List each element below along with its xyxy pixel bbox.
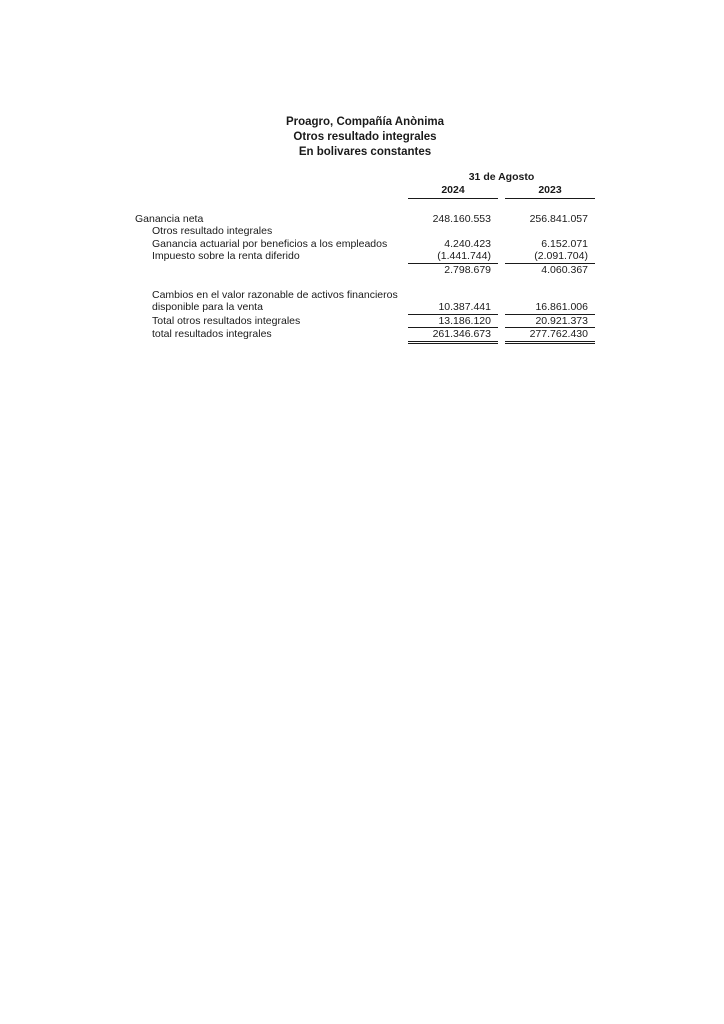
company-name: Proagro, Compañía Anònima — [285, 116, 445, 128]
value-2024: 4.240.423 — [444, 237, 491, 250]
value-2024: (1.441.744) — [408, 250, 498, 263]
column-header-2023: 2023 — [505, 184, 595, 199]
row-label: Ganancia actuarial por beneficios a los empleados — [152, 237, 388, 250]
statement-table — [135, 213, 595, 344]
title-block — [135, 115, 595, 160]
row-label: total resultados integrales — [152, 328, 272, 341]
row-label: Total otros resultados integrales — [152, 314, 301, 327]
value-2024: 2.798.679 — [444, 263, 491, 276]
table-row — [135, 301, 595, 314]
value-2024 — [408, 225, 498, 237]
value-2023 — [505, 225, 595, 237]
currency-note: En bolivares constantes — [298, 146, 432, 158]
date-header: 31 de Agosto — [468, 171, 535, 183]
row-label: disponible para la venta — [152, 301, 263, 314]
value-2023: 6.152.071 — [541, 237, 588, 250]
value-2023: 16.861.006 — [505, 301, 595, 314]
table-row-total — [135, 328, 595, 343]
row-label — [135, 264, 408, 276]
value-2024: 261.346.673 — [408, 328, 498, 343]
table-row-subtotal — [135, 264, 595, 276]
column-header-2024: 2024 — [408, 184, 498, 199]
value-2023: (2.091.704) — [505, 250, 595, 263]
value-2024: 10.387.441 — [408, 301, 498, 314]
value-2023: 256.841.057 — [529, 213, 588, 225]
statement-title: Otros resultado integrales — [293, 131, 437, 143]
table-row — [135, 213, 595, 225]
table-row-subtotal — [135, 315, 595, 328]
value-2024 — [408, 289, 498, 301]
value-2023: 20.921.373 — [505, 315, 595, 328]
statement-content — [135, 115, 595, 344]
value-2024: 13.186.120 — [408, 315, 498, 328]
value-2024: 248.160.553 — [432, 213, 491, 225]
row-label: Ganancia neta — [135, 213, 204, 225]
value-2023: 4.060.367 — [541, 263, 588, 276]
row-label: Cambios en el valor razonable de activos financieros — [152, 289, 398, 302]
row-label: Impuesto sobre la renta diferido — [152, 250, 300, 263]
table-row — [135, 289, 595, 301]
row-label: Otros resultado integrales — [152, 225, 273, 238]
column-headers — [135, 171, 595, 199]
value-2023 — [505, 289, 595, 301]
table-row — [135, 250, 595, 263]
value-2023: 277.762.430 — [505, 328, 595, 343]
table-row — [135, 225, 595, 237]
row-spacer — [135, 276, 595, 289]
table-row — [135, 238, 595, 250]
